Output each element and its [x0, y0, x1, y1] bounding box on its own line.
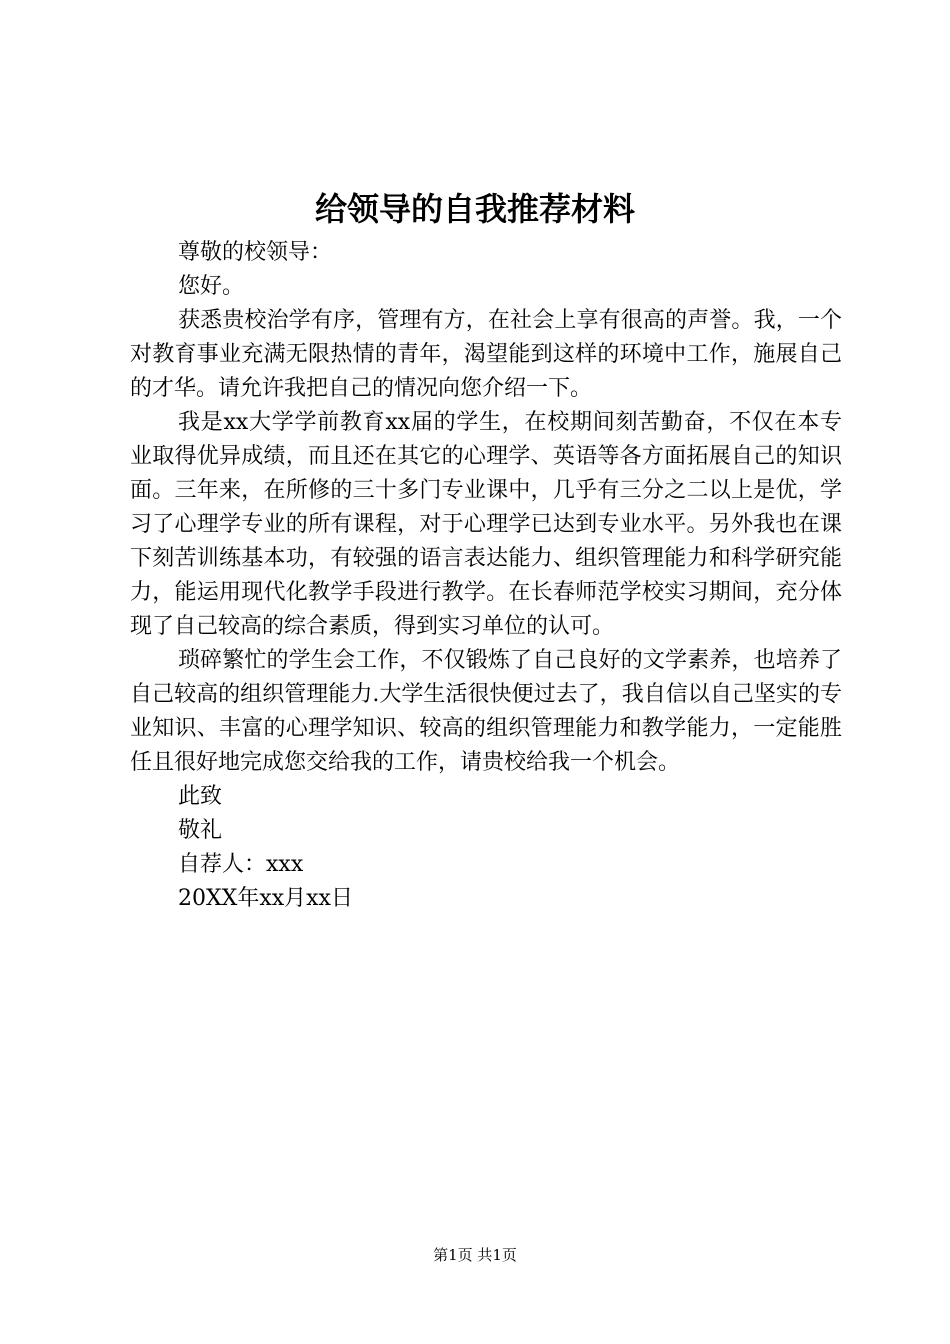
- closing-line-1: 此致: [178, 784, 223, 809]
- date: 20XX年xx月xx日: [178, 886, 353, 911]
- paragraph-intro: 获悉贵校治学有序，管理有方，在社会上享有很高的声誉。我，一个对教育事业充满无限热情的青年，渴望能到这样的环境中工作，施展自己的才华。请允许我把自己的情况向您介绍一下。: [130, 308, 842, 401]
- page-footer: 第1页 共1页: [433, 1246, 517, 1264]
- document-title: 给领导的自我推荐材料: [314, 190, 635, 228]
- closing-line-2: 敬礼: [178, 818, 223, 843]
- paragraph-education: 我是xx大学学前教育xx届的学生，在校期间刻苦勤奋，不仅在本专业取得优异成绩，而且还在其它的心理学、英语等各方面拓展自己的知识面。三年来，在所修的三十多门专业课中，几乎有三分之二以上是优，学习了心理学专业的所有课程，对于心理学已达到专业水平。另外我也在课下刻苦训练基本功，有较强的语言表达能力、组织管理能力和科学研究能力，能运用现代化教学手段进行教学。在长春师范学校实习期间，充分体现了自己较高的综合素质，得到实习单位的认可。: [130, 410, 842, 639]
- paragraph-student-union: 琐碎繁忙的学生会工作，不仅锻炼了自己良好的文学素养，也培养了自己较高的组织管理能力.大学生活很快便过去了，我自信以自己坚实的专业知识、丰富的心理学知识、较高的组织管理能力和教学能力，一定能胜任且很好地完成您交给我的工作，请贵校给我一个机会。: [130, 648, 842, 775]
- salutation: 尊敬的校领导：: [178, 240, 333, 265]
- document-body: [130, 236, 842, 916]
- signature: 自荐人：xxx: [178, 852, 304, 877]
- greeting: 您好。: [178, 274, 245, 299]
